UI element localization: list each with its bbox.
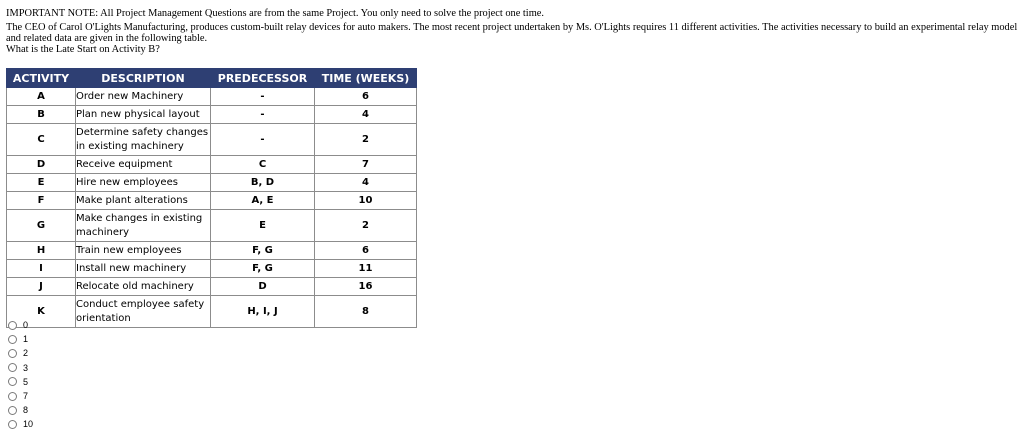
answer-option[interactable]: [8, 361, 33, 375]
cell-time: 2: [315, 124, 417, 156]
table-row: [7, 106, 417, 124]
question-prompt: [6, 8, 1018, 55]
option-label: 8: [23, 405, 29, 416]
activity-table: [6, 68, 417, 331]
table-row: [7, 174, 417, 192]
question-paragraph: The CEO of Carol O'Lights Manufacturing, produces custom-built relay devices for auto makers. The most recent project undertaken by Ms. O'Lights requires 11 different activities. The activities necessary to build an experimental relay model and related data are given in the following table.: [6, 22, 1018, 44]
cell-time: 10: [315, 192, 417, 210]
cell-activity: H: [7, 242, 76, 260]
answer-option[interactable]: [8, 417, 33, 431]
option-label: 0: [23, 320, 29, 331]
cell-activity: G: [7, 210, 76, 242]
radio-button[interactable]: [8, 392, 17, 401]
cell-predecessor: B, D: [211, 174, 315, 192]
cell-time: 8: [315, 296, 417, 328]
cell-description: Install new machinery: [76, 260, 211, 278]
cell-description: Make plant alterations: [76, 192, 211, 210]
cell-predecessor: -: [211, 88, 315, 106]
cell-time: 7: [315, 156, 417, 174]
cell-predecessor: -: [211, 124, 315, 156]
radio-button[interactable]: [8, 335, 17, 344]
cell-time: 2: [315, 210, 417, 242]
cell-predecessor: D: [211, 278, 315, 296]
cell-activity: I: [7, 260, 76, 278]
cell-description: Receive equipment: [76, 156, 211, 174]
cell-predecessor: E: [211, 210, 315, 242]
answer-option[interactable]: [8, 332, 33, 346]
cell-predecessor: H, I, J: [211, 296, 315, 328]
radio-button[interactable]: [8, 321, 17, 330]
cell-description: Relocate old machinery: [76, 278, 211, 296]
cell-time: 4: [315, 174, 417, 192]
answer-option[interactable]: [8, 403, 33, 417]
option-label: 7: [23, 391, 29, 402]
cell-activity: E: [7, 174, 76, 192]
cell-description: Train new employees: [76, 242, 211, 260]
table-header-row: [7, 69, 417, 88]
cell-predecessor: F, G: [211, 242, 315, 260]
question-text: What is the Late Start on Activity B?: [6, 44, 160, 55]
cell-description: Make changes in existing machinery: [76, 210, 211, 242]
header-time: TIME (WEEKS): [315, 69, 417, 88]
cell-activity: D: [7, 156, 76, 174]
cell-time: 6: [315, 242, 417, 260]
cell-activity: B: [7, 106, 76, 124]
cell-predecessor: C: [211, 156, 315, 174]
answer-option[interactable]: [8, 375, 33, 389]
cell-time: 6: [315, 88, 417, 106]
table-row: [7, 260, 417, 278]
radio-button[interactable]: [8, 349, 17, 358]
cell-description: Order new Machinery: [76, 88, 211, 106]
option-label: 3: [23, 362, 29, 373]
header-predecessor: PREDECESSOR: [211, 69, 315, 88]
table-row: [7, 242, 417, 260]
header-description: DESCRIPTION: [76, 69, 211, 88]
cell-predecessor: F, G: [211, 260, 315, 278]
answer-option[interactable]: [8, 389, 33, 403]
table-row: [7, 156, 417, 174]
radio-button[interactable]: [8, 420, 17, 429]
answer-options: [8, 318, 33, 432]
table-row: [7, 88, 417, 106]
cell-activity: C: [7, 124, 76, 156]
cell-description: Determine safety changes in existing machinery: [76, 124, 211, 156]
cell-time: 11: [315, 260, 417, 278]
answer-option[interactable]: [8, 346, 33, 360]
table-row: [7, 192, 417, 210]
answer-option[interactable]: [8, 318, 33, 332]
cell-activity: A: [7, 88, 76, 106]
cell-time: 4: [315, 106, 417, 124]
cell-activity: J: [7, 278, 76, 296]
radio-button[interactable]: [8, 406, 17, 415]
cell-description: Hire new employees: [76, 174, 211, 192]
option-label: 2: [23, 348, 29, 359]
radio-button[interactable]: [8, 377, 17, 386]
table-row: [7, 210, 417, 242]
radio-button[interactable]: [8, 363, 17, 372]
table-row: [7, 278, 417, 296]
important-note: IMPORTANT NOTE: All Project Management Questions are from the same Project. You only need to solve the project one time.: [6, 8, 544, 19]
table-row: [7, 296, 417, 328]
cell-activity: F: [7, 192, 76, 210]
cell-predecessor: A, E: [211, 192, 315, 210]
cell-predecessor: -: [211, 106, 315, 124]
cell-description: Conduct employee safety orientation: [76, 296, 211, 328]
option-label: 10: [23, 419, 34, 430]
header-activity: ACTIVITY: [7, 69, 76, 88]
option-label: 1: [23, 334, 29, 345]
cell-description: Plan new physical layout: [76, 106, 211, 124]
option-label: 5: [23, 376, 29, 387]
cell-activity: K: [7, 296, 76, 328]
table-row: [7, 124, 417, 156]
cell-time: 16: [315, 278, 417, 296]
